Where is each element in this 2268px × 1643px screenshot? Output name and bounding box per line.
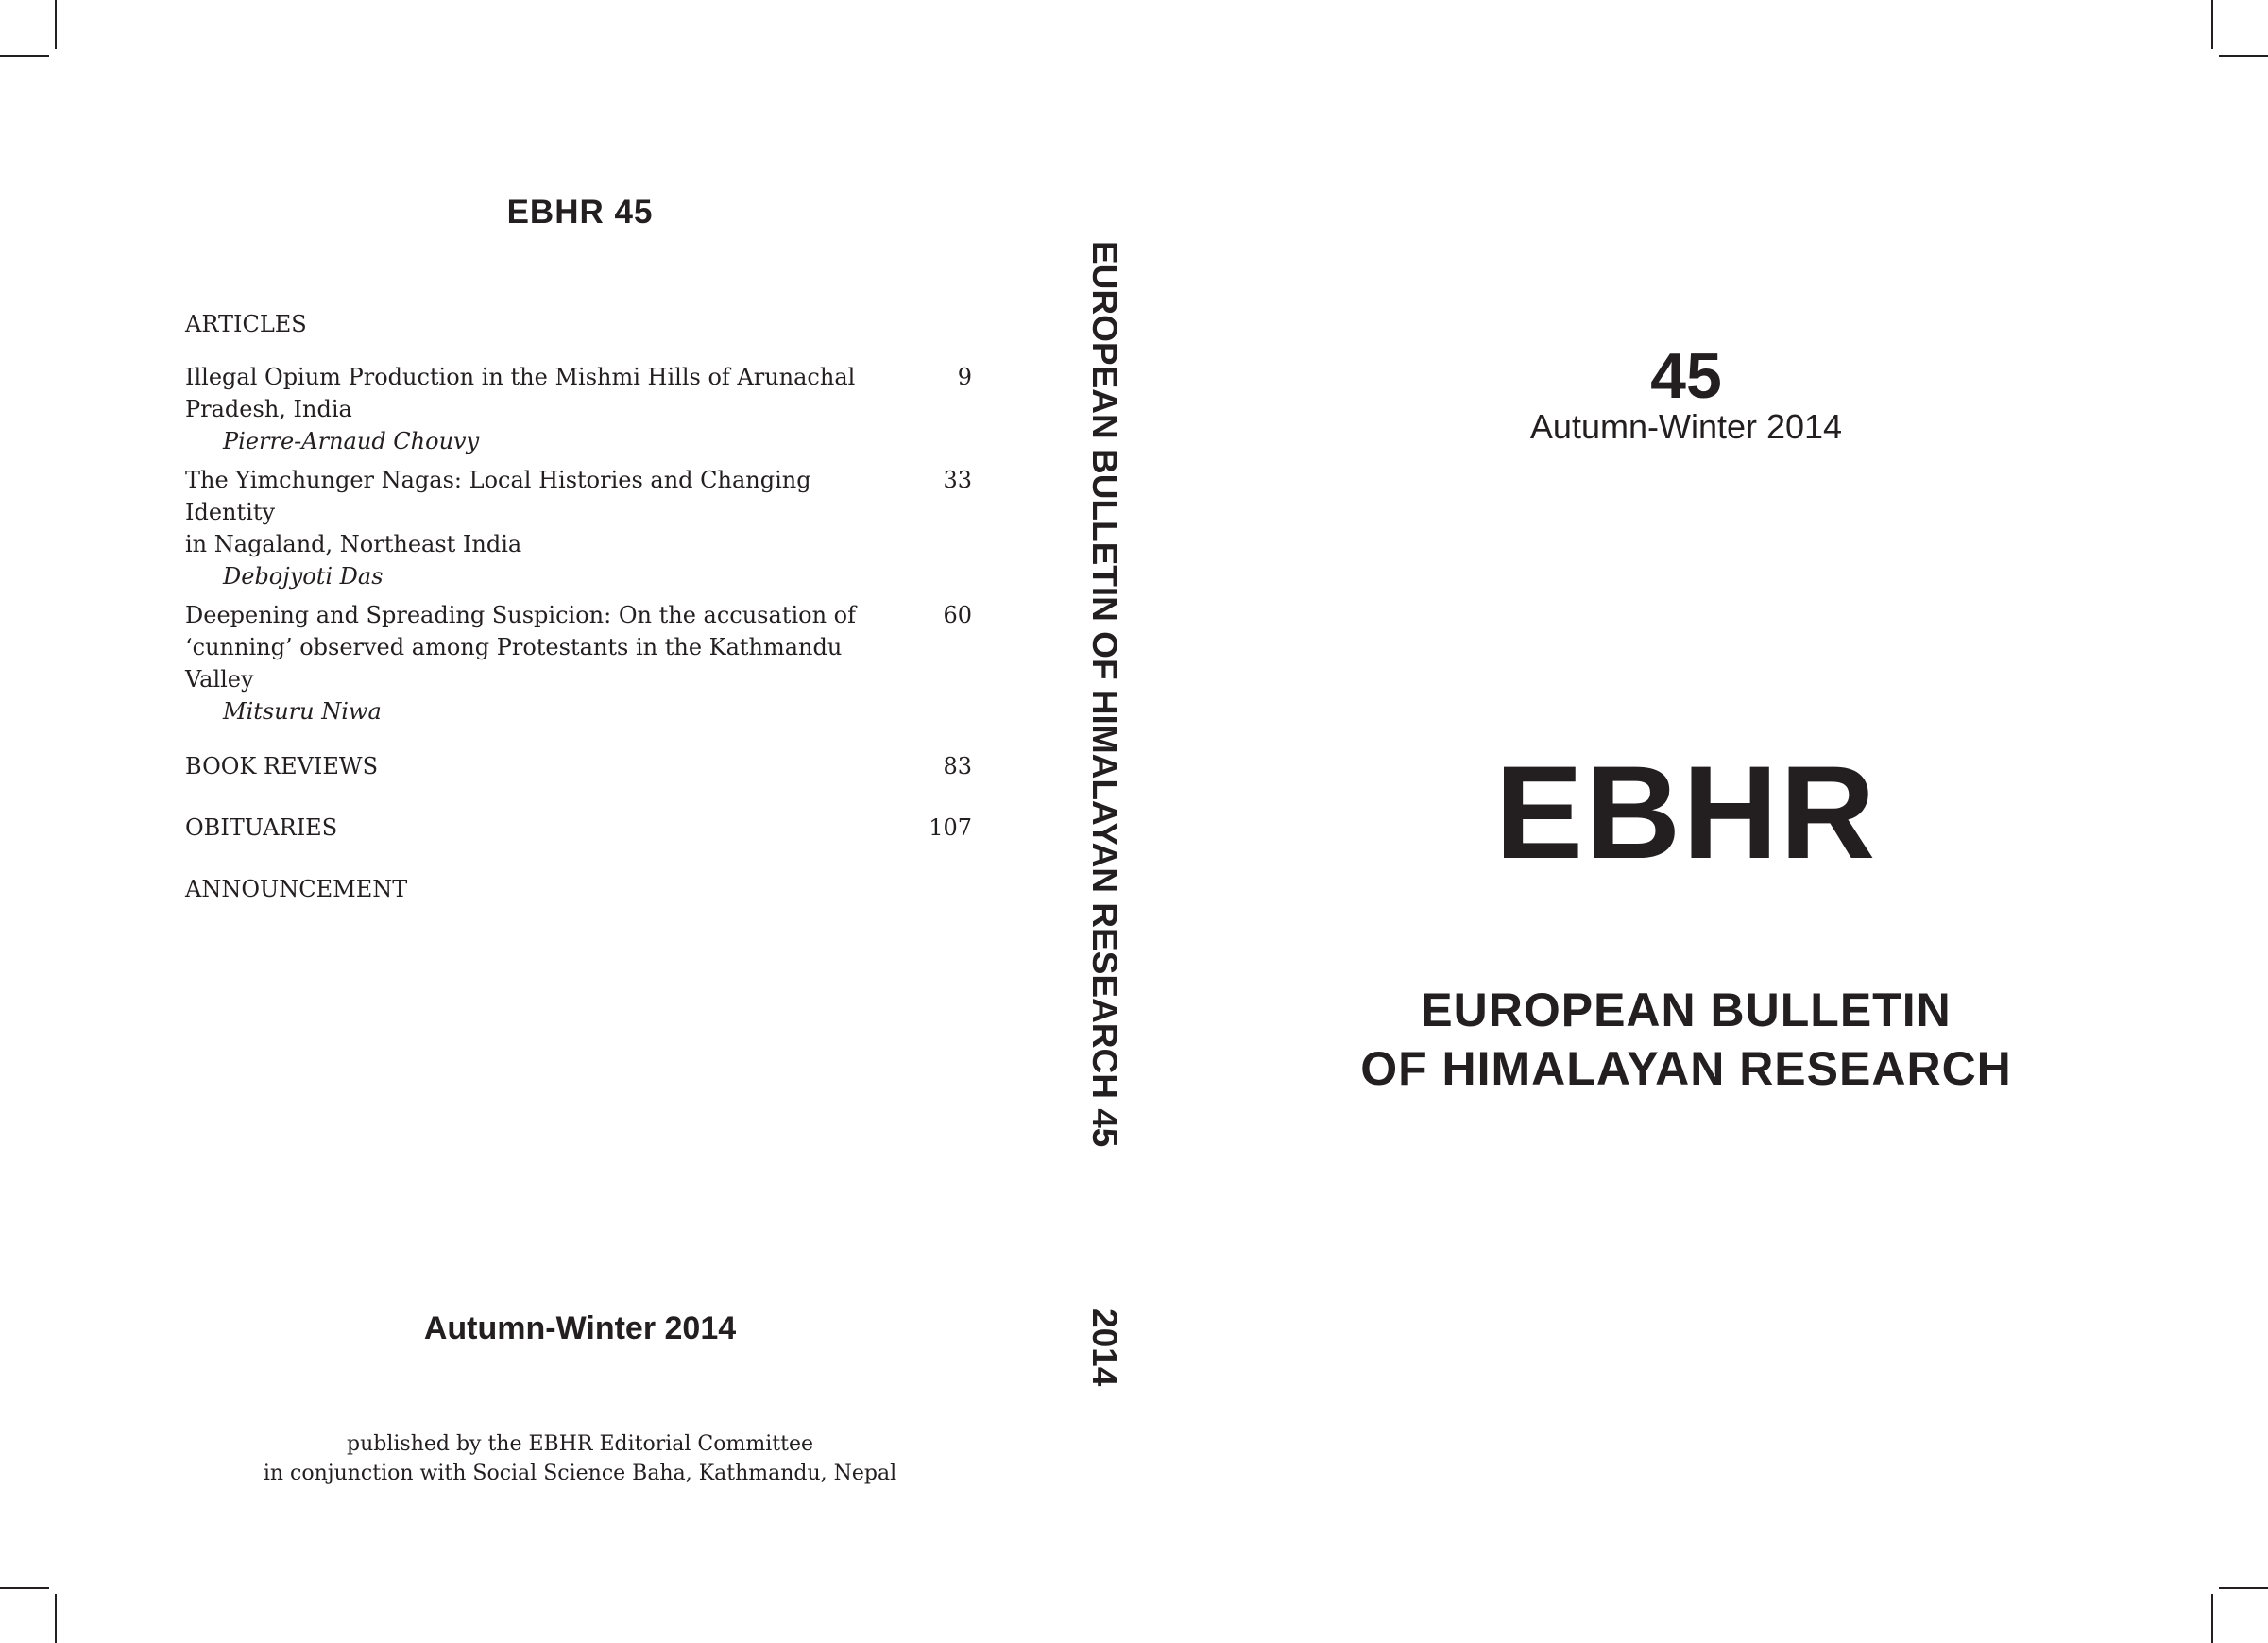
article-page-number: 60 (943, 602, 972, 628)
book-reviews-page: 83 (943, 753, 972, 779)
toc-entry (185, 361, 972, 457)
publisher-line: in conjunction with Social Science Baha, Kathmandu, Nepal (263, 1462, 897, 1485)
publisher-line: published by the EBHR Editorial Committee (347, 1432, 813, 1456)
article-author: Debojyoti Das (223, 563, 384, 590)
article-page-number: 33 (943, 467, 972, 493)
crop-mark (0, 1587, 49, 1589)
table-of-contents (185, 308, 972, 905)
back-cover-title: EBHR 45 (506, 194, 654, 231)
article-page-number: 9 (957, 364, 972, 390)
toc-obituaries (185, 812, 972, 844)
article-title-line: in Nagaland, Northeast India (185, 531, 522, 557)
book-reviews-label: BOOK REVIEWS (185, 753, 379, 779)
crop-mark (2211, 1594, 2213, 1643)
obituaries-page: 107 (929, 814, 972, 841)
publisher-info (185, 1429, 975, 1488)
article-title-line: Deepening and Spreading Suspicion: On the accusation of (185, 602, 856, 628)
article-title-line: The Yimchunger Nagas: Local Histories and Changing Identity (185, 467, 811, 525)
announcement-label: ANNOUNCEMENT (185, 876, 408, 902)
crop-mark (0, 55, 49, 57)
toc-entry (185, 599, 972, 727)
journal-title-line: EUROPEAN BULLETIN (1421, 984, 1952, 1036)
article-title-line: Pradesh, India (185, 396, 352, 422)
articles-list (185, 361, 972, 727)
toc-book-reviews (185, 750, 972, 782)
crop-mark (55, 0, 57, 49)
ebhr-logo: EBHR (1494, 738, 1878, 886)
spine-year: 2014 (1085, 1309, 1124, 1387)
obituaries-label: OBITUARIES (185, 814, 338, 841)
journal-title-line: OF HIMALAYAN RESEARCH (1360, 1042, 2012, 1095)
articles-heading: ARTICLES (185, 311, 307, 337)
spine-title: EUROPEAN BULLETIN OF HIMALAYAN RESEARCH 45 (1085, 241, 1124, 1148)
article-author: Pierre-Arnaud Chouvy (223, 428, 480, 454)
spine (1076, 241, 1133, 1403)
crop-mark (2219, 55, 2268, 57)
crop-mark (2211, 0, 2213, 49)
crop-mark (55, 1594, 57, 1643)
issue-number: 45 (1650, 340, 1722, 412)
journal-full-title (1275, 981, 2097, 1098)
article-title-line: ‘cunning’ observed among Protestants in the Kathmandu Valley (185, 634, 843, 693)
back-cover-date: Autumn-Winter 2014 (423, 1310, 737, 1346)
crop-mark (2219, 1587, 2268, 1589)
article-author: Mitsuru Niwa (223, 698, 382, 725)
toc-entry (185, 464, 972, 592)
issue-date: Autumn-Winter 2014 (1529, 407, 1843, 446)
article-title-line: Illegal Opium Production in the Mishmi Hills of Arunachal (185, 364, 856, 390)
toc-announcement (185, 873, 972, 905)
